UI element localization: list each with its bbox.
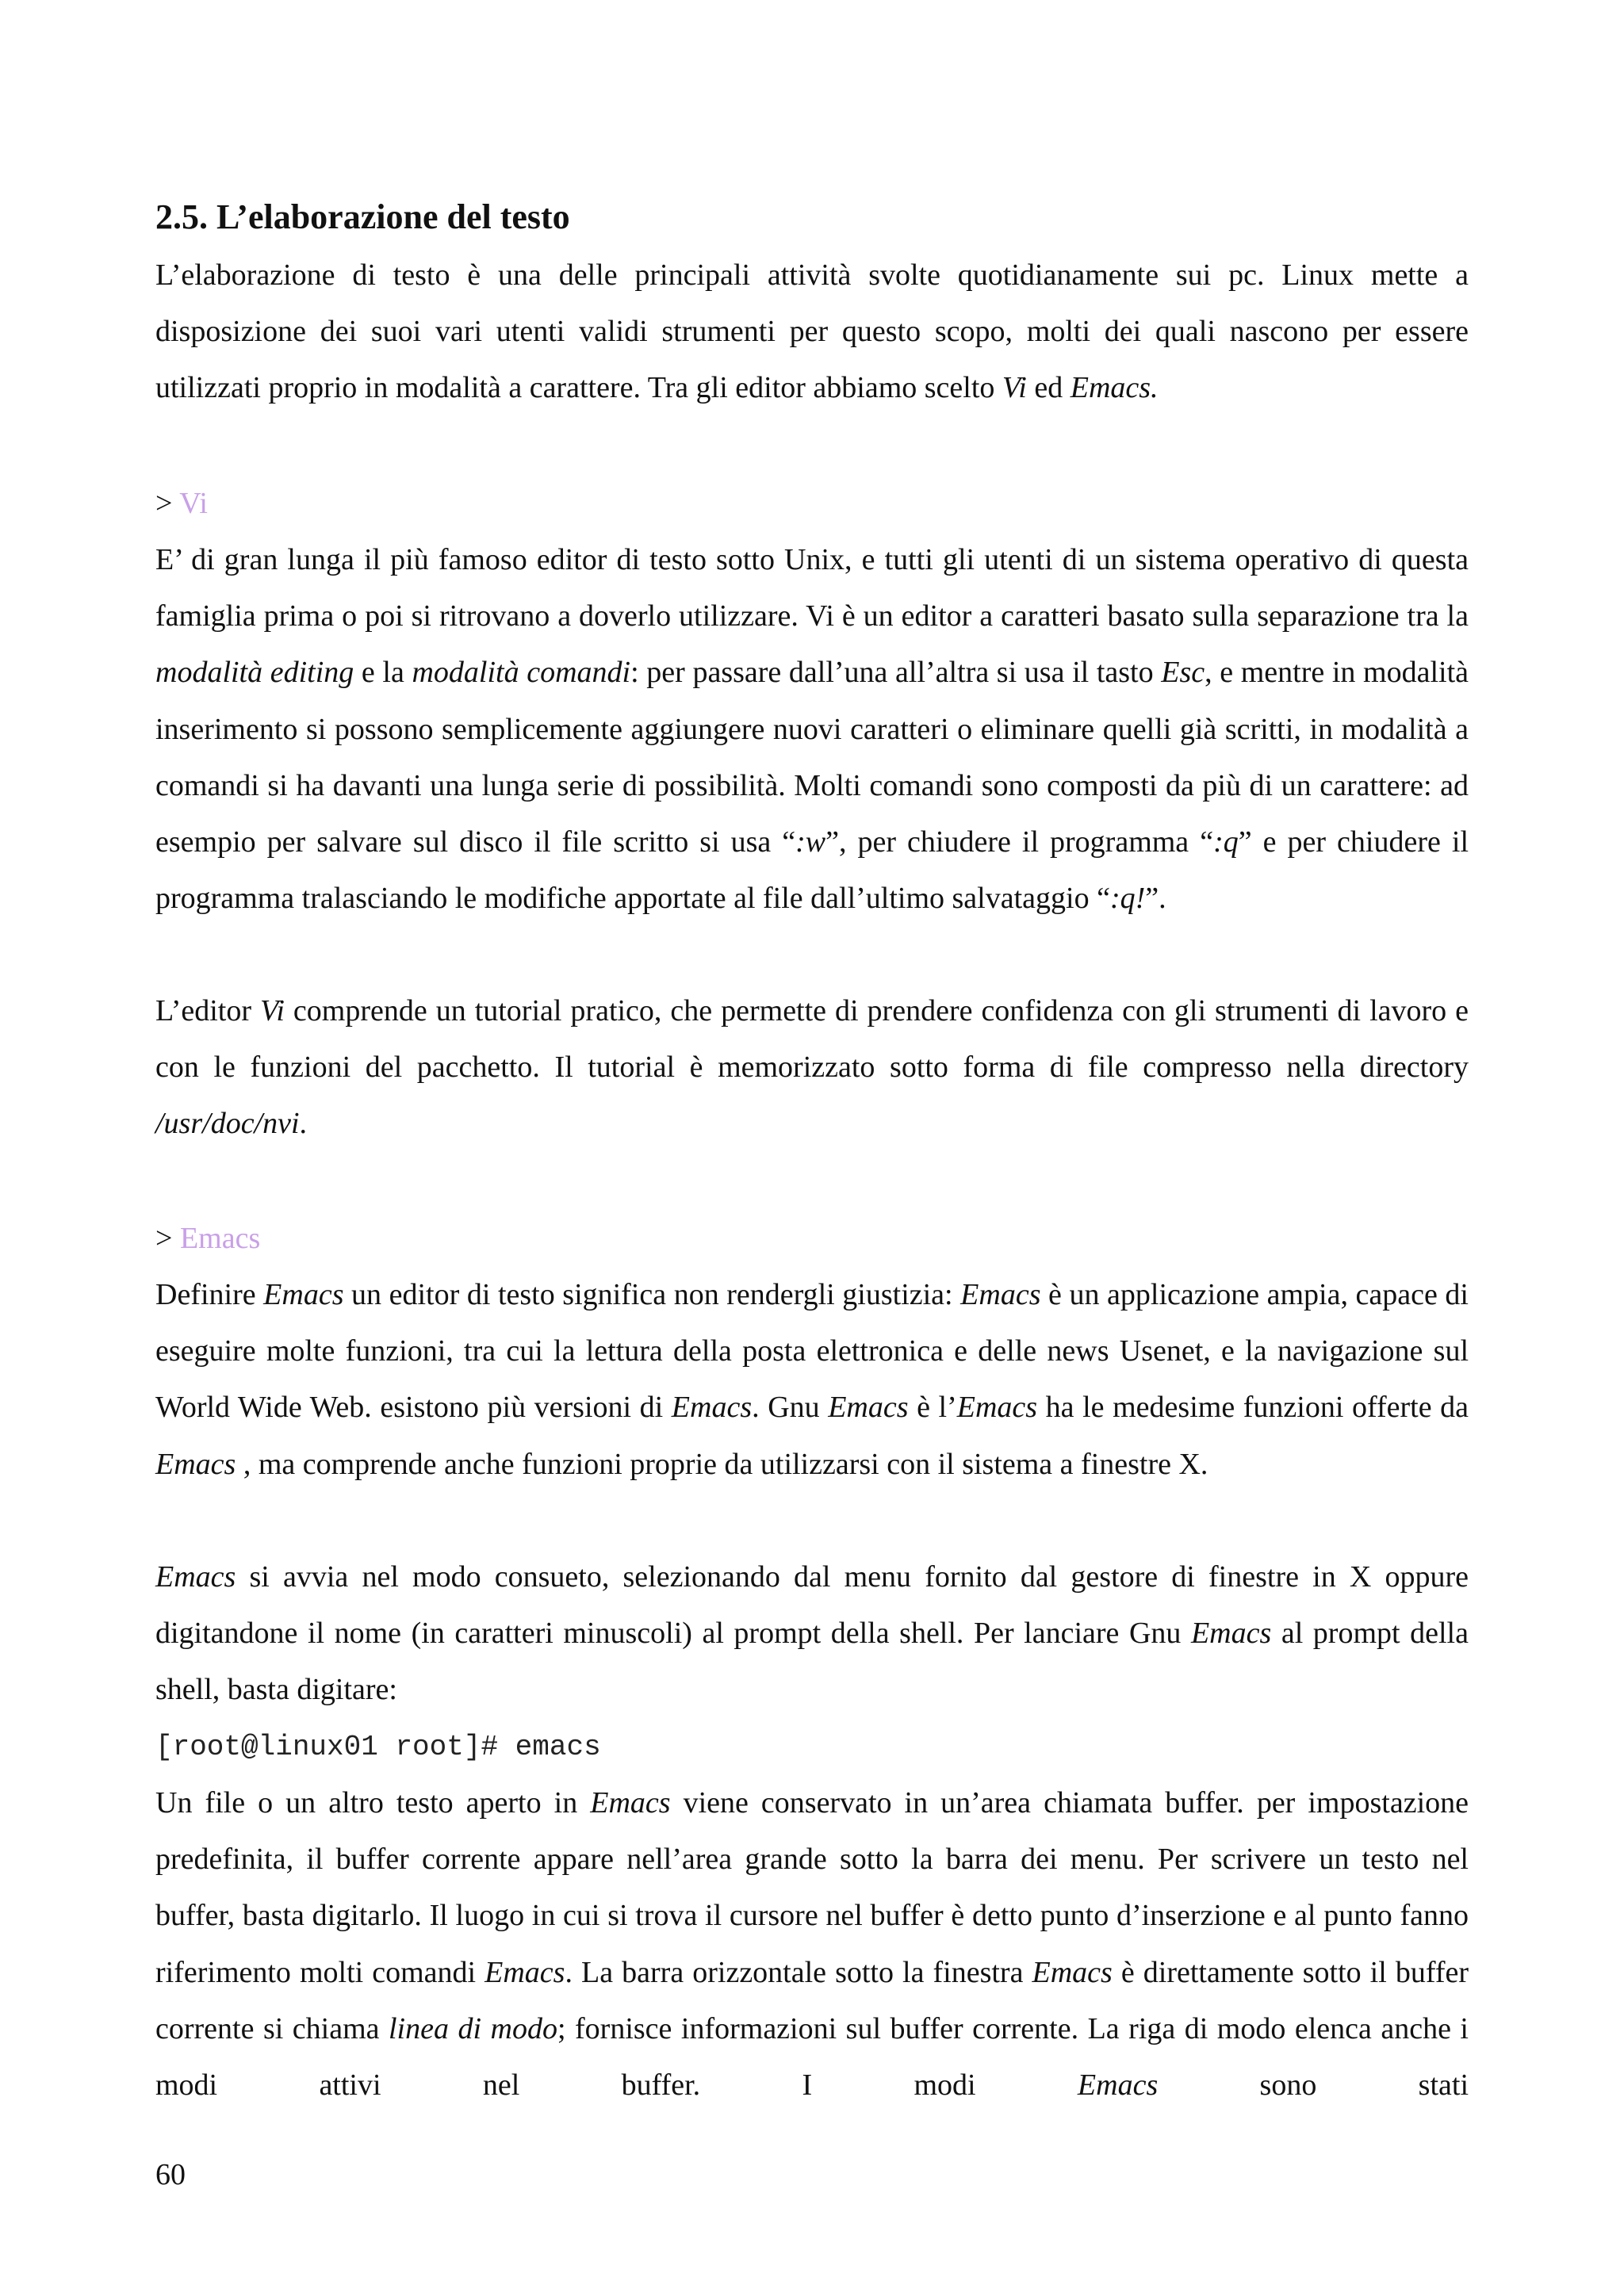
italic-term: Emacs [155,1560,236,1594]
italic-term: Emacs [956,1391,1038,1425]
body-text: : per passare dall’una all’altra si usa il tasto [630,656,1162,690]
italic-term: Emacs [485,1955,565,1989]
emacs-label: Emacs [179,1222,261,1255]
intro-text: L’elaborazione di testo è una delle principali attività svolte quotidianamente sui pc. Linux mette a disposizione dei suoi vari utenti validi strumenti per questo scopo, molti dei quali nascono per essere utilizzati proprio in modalità a carattere. Tra gli editor abbiamo scelto [155,258,1469,405]
italic-term: Emacs [960,1278,1041,1311]
shell-command: [root@linux01 root]# emacs [155,1731,601,1763]
emacs-paragraph-1 [155,1267,1469,1493]
body-text: ; fornisce informazioni sul buffer corrente. La riga di modo elenca anche i modi attivi nel buffer. I modi [155,2011,1469,2103]
italic-term: Emacs [590,1786,671,1820]
body-text: ” e per chiudere il programma tralasciando le modifiche apportate al file dall’ultimo salvataggio “ [155,825,1469,916]
emacs-section-label [155,1211,260,1267]
intro-vi-term: Vi [1002,371,1027,405]
italic-term: Emacs [263,1278,344,1311]
body-text: sono stati [1158,2068,1469,2103]
italic-term: Emacs [1190,1617,1272,1651]
body-text: un editor di testo significa non rendergli giustizia: [343,1278,961,1311]
body-text: L’editor [155,994,260,1027]
vi-paragraph-1 [155,532,1469,927]
body-text: , e mentre in modalità inserimento si possono semplicemente aggiungere nuovi caratteri o eliminare quelli già scritti, in modalità a comandi si ha davanti una lunga serie di possibilità. Molti comandi sono composti da più di un carattere: ad esempio per salvare sul disco il file scritto si usa “ [155,656,1469,859]
italic-term: Emacs [1077,2068,1159,2103]
emacs-paragraph-2 [155,1549,1469,1719]
directory-path: /usr/doc/nvi [155,1107,300,1141]
italic-term: Vi [260,994,285,1027]
body-text: è direttamente sotto il buffer corrente si chiama [155,1955,1469,2045]
italic-term: modalità comandi [412,656,631,690]
body-text: comprende un tutorial pratico, che permette di prendere confidenza con gli strumenti di lavoro e con le funzioni del pacchetto. Il tutorial è memorizzato sotto forma di file compresso nella directory [155,994,1469,1085]
body-text: viene conservato in un’area chiamata buffer. per impostazione predefinita, il buffer corrente appare nell’area grande sotto la barra dei menu. Per scrivere un testo nel buffer, basta digitarlo. Il luogo in cui si trova il cursore nel buffer è detto punto d’inserzione e al punto fanno riferimento molti comandi [155,1786,1469,1989]
body-text: al prompt della shell, basta digitare: [155,1617,1469,1707]
body-text: ”, per chiudere il programma “ [825,825,1214,859]
body-text: . Gnu [752,1391,829,1425]
italic-term: :q! [1109,882,1146,916]
vi-section-label [155,476,208,532]
italic-term: Emacs [1032,1955,1113,1989]
page-number: 60 [155,2158,186,2191]
emacs-paragraph-3 [155,1775,1469,2114]
section-heading: 2.5. L’elaborazione del testo [155,197,570,236]
italic-term: linea di modo [389,2011,557,2045]
italic-term: modalità editing [155,656,354,690]
italic-term: :q [1213,825,1239,859]
italic-term: Emacs [155,1447,236,1481]
body-text: ”. [1145,882,1166,916]
body-text: è un applicazione ampia, capace di eseguire molte funzioni, tra cui la lettura della posta elettronica e delle news Usenet, e la navigazione sul World Wide Web. esistono più versioni di [155,1278,1469,1425]
body-text: . La barra orizzontale sotto la finestra [565,1955,1032,1989]
italic-term: Esc [1161,656,1205,690]
body-text: e la [354,656,412,690]
arrow-marker: > [155,1222,173,1255]
italic-term: Emacs [671,1391,753,1425]
body-text: Un file o un altro testo aperto in [155,1786,591,1820]
body-text: Definire [155,1278,264,1311]
italic-term: :w [795,825,826,859]
body-text: . [299,1107,308,1141]
vi-label: Vi [179,487,208,520]
intro-paragraph [155,247,1469,417]
vi-paragraph-2 [155,983,1469,1153]
intro-text: ed [1026,371,1071,405]
arrow-marker: > [155,487,173,520]
body-text: , ma comprende anche funzioni proprie da utilizzarsi con il sistema a finestre X. [236,1447,1208,1481]
body-text: E’ di gran lunga il più famoso editor di testo sotto Unix, e tutti gli utenti di un sistema operativo di questa famiglia prima o poi si ritrovano a doverlo utilizzare. Vi è un editor a caratteri basato sulla separazione tra la [155,543,1469,633]
body-text: è l’ [908,1391,957,1425]
body-text: ha le medesime funzioni offerte da [1037,1391,1469,1425]
italic-term: Emacs [828,1391,909,1425]
intro-emacs-term: Emacs. [1070,371,1159,405]
body-text: si avvia nel modo consueto, selezionando dal menu fornito dal gestore di finestre in X oppure digitandone il nome (in caratteri minuscoli) al prompt della shell. Per lanciare Gnu [155,1560,1469,1651]
